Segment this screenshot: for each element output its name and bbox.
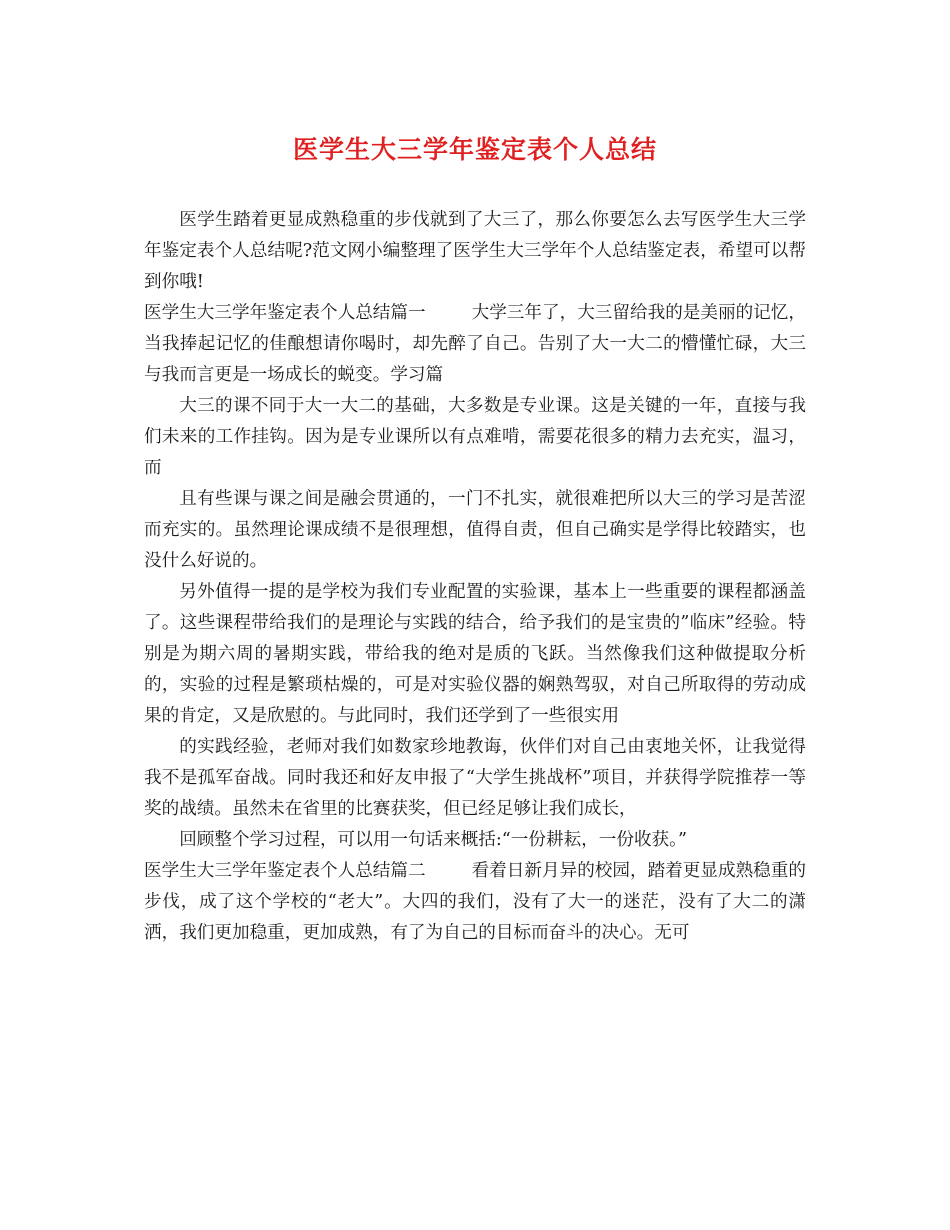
- document-body: [144, 205, 806, 949]
- body-paragraph-2: 且有些课与课之间是融会贯通的，一门不扎实，就很难把所以大三的学习是苦涩而充实的。虽然理论课成绩不是很理想，值得自责，但自己确实是学得比较踏实，也没什么好说的。: [144, 489, 806, 571]
- body-paragraph-3: 另外值得一提的是学校为我们专业配置的实验课，基本上一些重要的课程都涵盖了。这些课程带给我们的是理论与实践的结合，给予我们的是宝贵的”临床”经验。特别是为期六周的暑期实践，带给我的绝对是质的飞跃。当然像我们这种做提取分析的，实验的过程是繁琐枯燥的，可是对实验仪器的娴熟驾驭，对自己所取得的劳动成果的肯定，又是欣慰的。与此同时，我们还学到了一些很实用: [144, 582, 806, 726]
- intro-paragraph: 医学生踏着更显成熟稳重的步伐就到了大三了，那么你要怎么去写医学生大三学年鉴定表个人总结呢?范文网小编整理了医学生大三学年个人总结鉴定表，希望可以帮到你哦!: [144, 210, 806, 292]
- body-paragraph-4: 的实践经验，老师对我们如数家珍地教诲，伙伴们对自己由衷地关怀，让我觉得我不是孤军奋战。同时我还和好友申报了“大学生挑战杯”项目，并获得学院推荐一等奖的战绩。虽然未在省里的比赛获奖，但已经足够让我们成长，: [144, 737, 806, 819]
- section-1-lead: 大学三年了，大三留给我的是美丽的记忆，当我捧起记忆的佳酿想请你喝时，却先醉了自己。告别了大一大二的懵懂忙碌，大三与我而言更是一场成长的蜕变。学习篇: [144, 303, 806, 385]
- body-paragraph-5: 回顾整个学习过程，可以用一句话来概括:“一份耕耘，一份收获。”: [179, 830, 687, 850]
- document-title: 医学生大三学年鉴定表个人总结: [292, 135, 657, 164]
- section-2-line: [144, 856, 806, 949]
- section-1-heading: 医学生大三学年鉴定表个人总结篇一: [144, 303, 426, 323]
- body-paragraph-1: 大三的课不同于大一大二的基础，大多数是专业课。这是关键的一年，直接与我们未来的工作挂钩。因为是专业课所以有点难啃，需要花很多的精力去充实，温习，而: [144, 396, 806, 478]
- section-2-lead: 看着日新月异的校园，踏着更显成熟稳重的步伐，成了这个学校的“老大”。大四的我们，没有了大一的迷茫，没有了大二的潇洒，我们更加稳重，更加成熟，有了为自己的目标而奋斗的决心。无可: [144, 861, 806, 943]
- section-2-heading: 医学生大三学年鉴定表个人总结篇二: [144, 861, 426, 881]
- section-1-line: [144, 298, 806, 391]
